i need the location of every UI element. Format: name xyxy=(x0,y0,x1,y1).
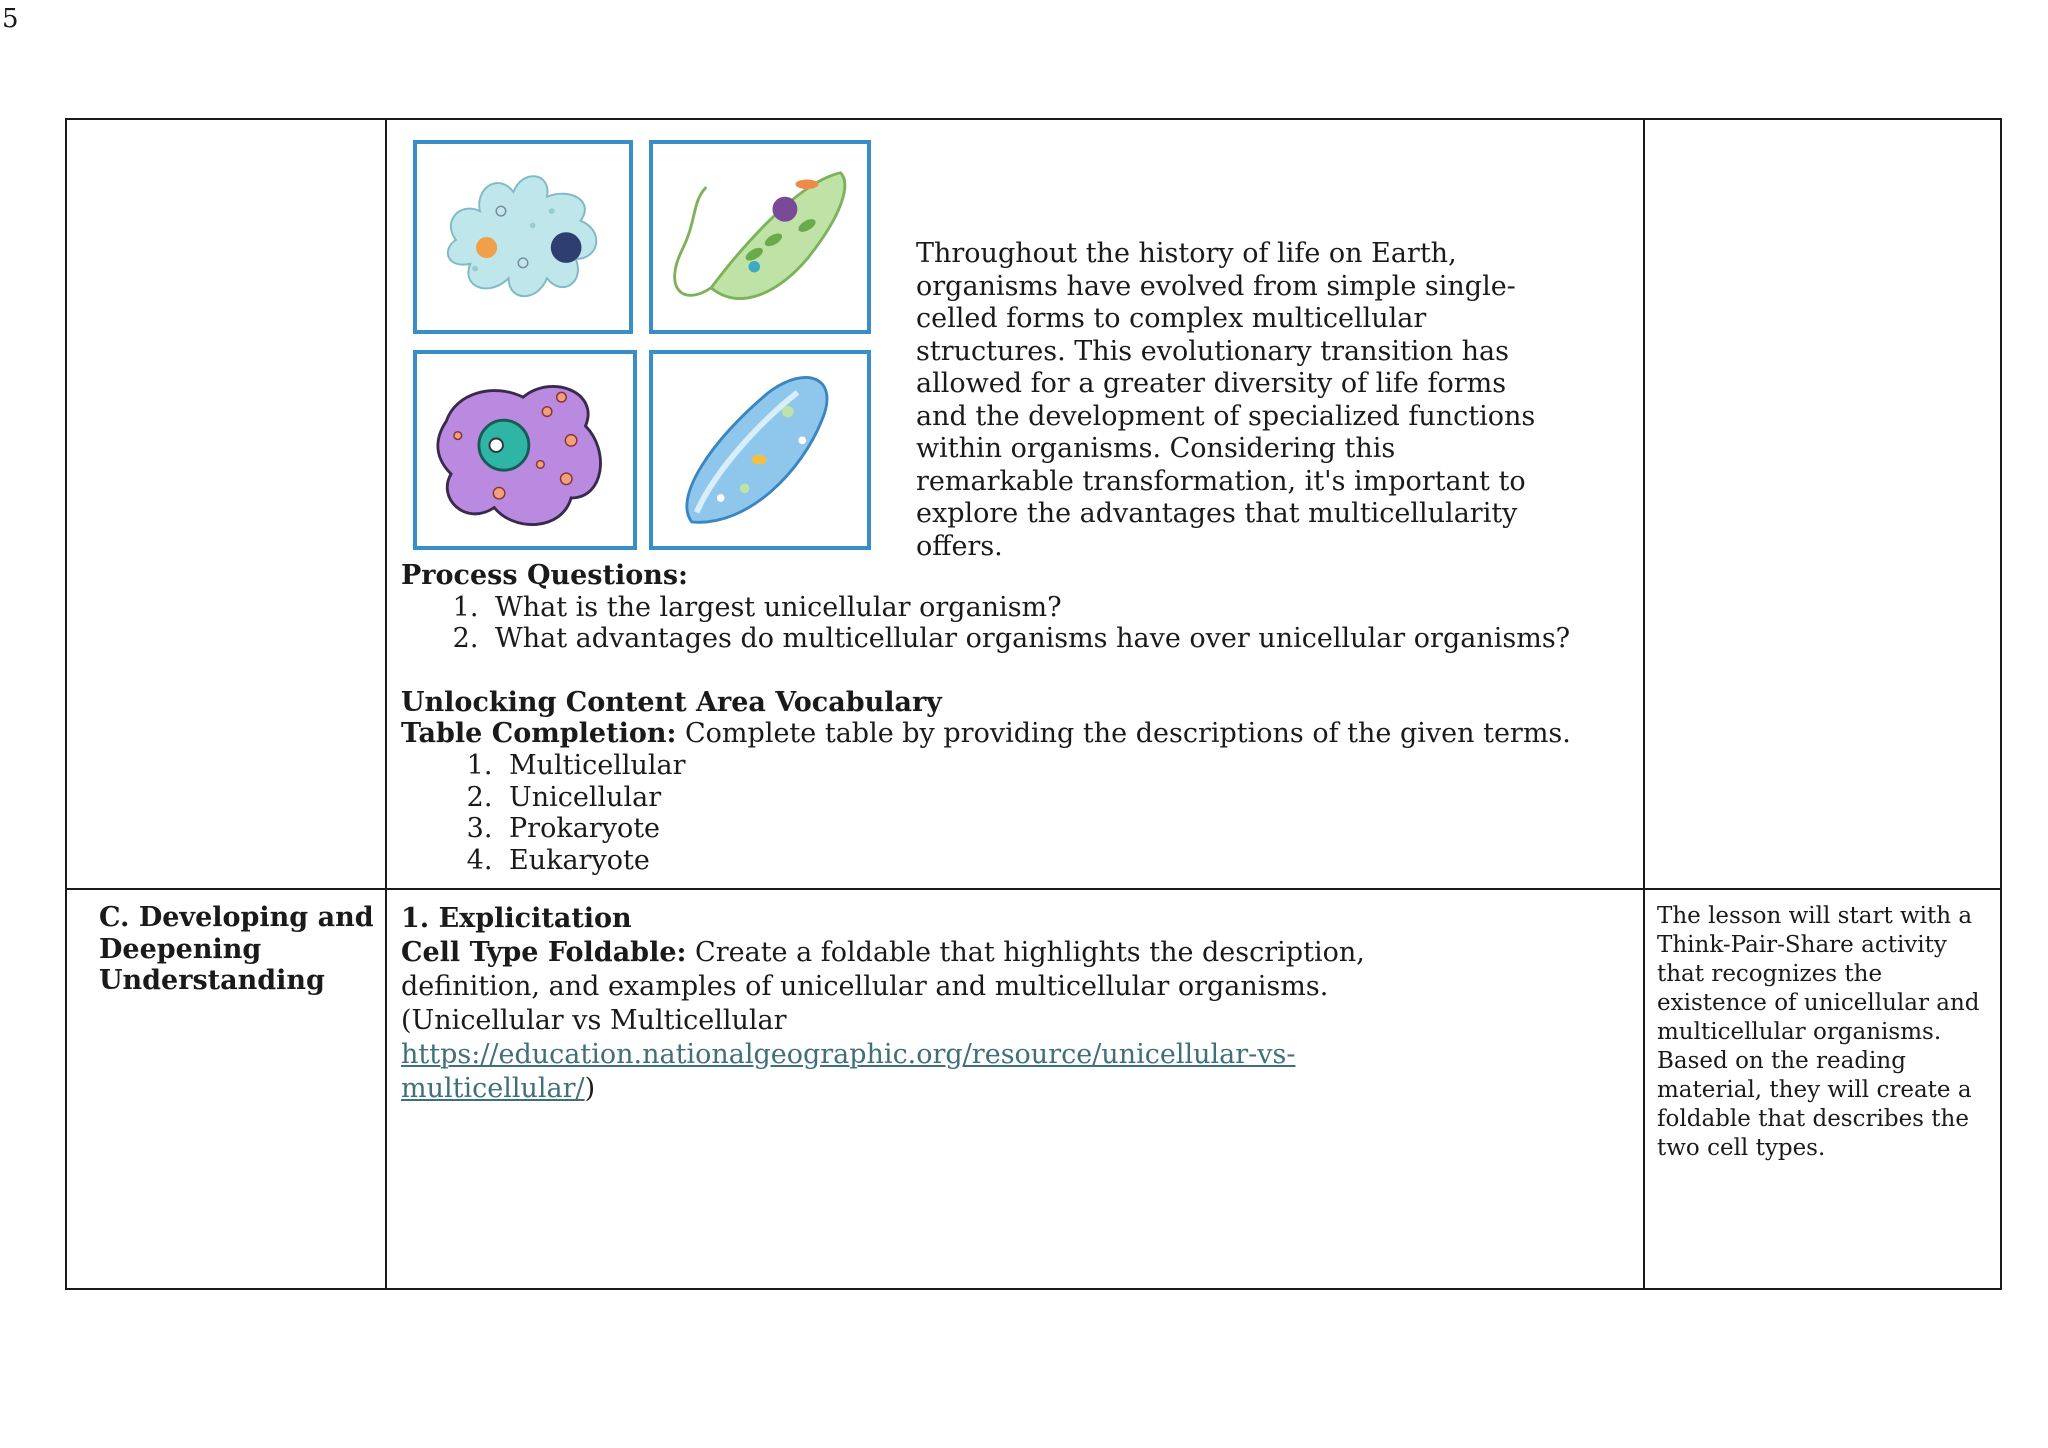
foldable-label: Cell Type Foldable: xyxy=(401,937,687,968)
process-questions-section xyxy=(401,560,1601,876)
empty-notes-cell xyxy=(1644,119,2001,889)
vocab-heading: Unlocking Content Area Vocabulary xyxy=(401,686,942,718)
paramecium-image xyxy=(649,350,871,550)
table-completion-text: Complete table by providing the descriptions of the given terms. xyxy=(676,718,1571,750)
list-item: 2. What advantages do multicellular organisms have over unicellular organisms? xyxy=(487,623,1601,655)
table-completion-label: Table Completion: xyxy=(401,718,677,750)
vocab-terms-list xyxy=(401,750,1601,876)
organism-images xyxy=(413,140,871,550)
list-item: 4. Eukaryote xyxy=(501,845,1601,877)
list-item: 1. What is the largest unicellular organism? xyxy=(487,592,1601,624)
foldable-text: Create a foldable that highlights the description, definition, and examples of unicellular and multicellular organisms. (Unicellular vs Multicellular xyxy=(401,937,1365,1036)
stage-label: C. Developing and Deepening Understanding xyxy=(66,889,386,1289)
page-number: 5 xyxy=(2,4,19,34)
animal-cell-image xyxy=(413,350,637,550)
empty-stage-cell xyxy=(66,119,386,889)
list-item: 2. Unicellular xyxy=(501,782,1601,814)
teacher-notes: The lesson will start with a Think-Pair-Share activity that recognizes the existence of unicellular and multicellular organisms. Based on the reading material, they will create a foldable that describes the two cell types. xyxy=(1644,889,2001,1289)
process-questions-heading: Process Questions: xyxy=(401,560,689,591)
table-row xyxy=(66,119,2001,889)
list-item: 1. Multicellular xyxy=(501,750,1601,782)
lesson-plan-table xyxy=(65,118,2002,1290)
resource-link[interactable]: https://education.nationalgeographic.org/resource/unicellular-vs-multicellular/ xyxy=(401,1039,1296,1104)
list-item: 3. Prokaryote xyxy=(501,813,1601,845)
section-title: 1. Explicitation xyxy=(401,903,632,934)
activity-cell xyxy=(386,889,1644,1289)
closing-paren: ) xyxy=(584,1073,596,1104)
amoeba-image xyxy=(413,140,633,334)
foldable-instructions xyxy=(401,936,1461,1106)
table-completion-line xyxy=(401,718,1601,750)
euglena-image xyxy=(649,140,871,334)
activity-cell xyxy=(386,119,1644,889)
intro-paragraph: Throughout the history of life on Earth, organisms have evolved from simple single-celled forms to complex multicellular structures. This evolutionary transition has allowed for a greater diversity of life forms and the development of specialized functions within organisms. Considering this remarkable transformation, it's important to explore the advantages that multicellularity offers. xyxy=(916,238,1536,562)
process-questions-list xyxy=(401,592,1601,655)
table-row xyxy=(66,889,2001,1289)
